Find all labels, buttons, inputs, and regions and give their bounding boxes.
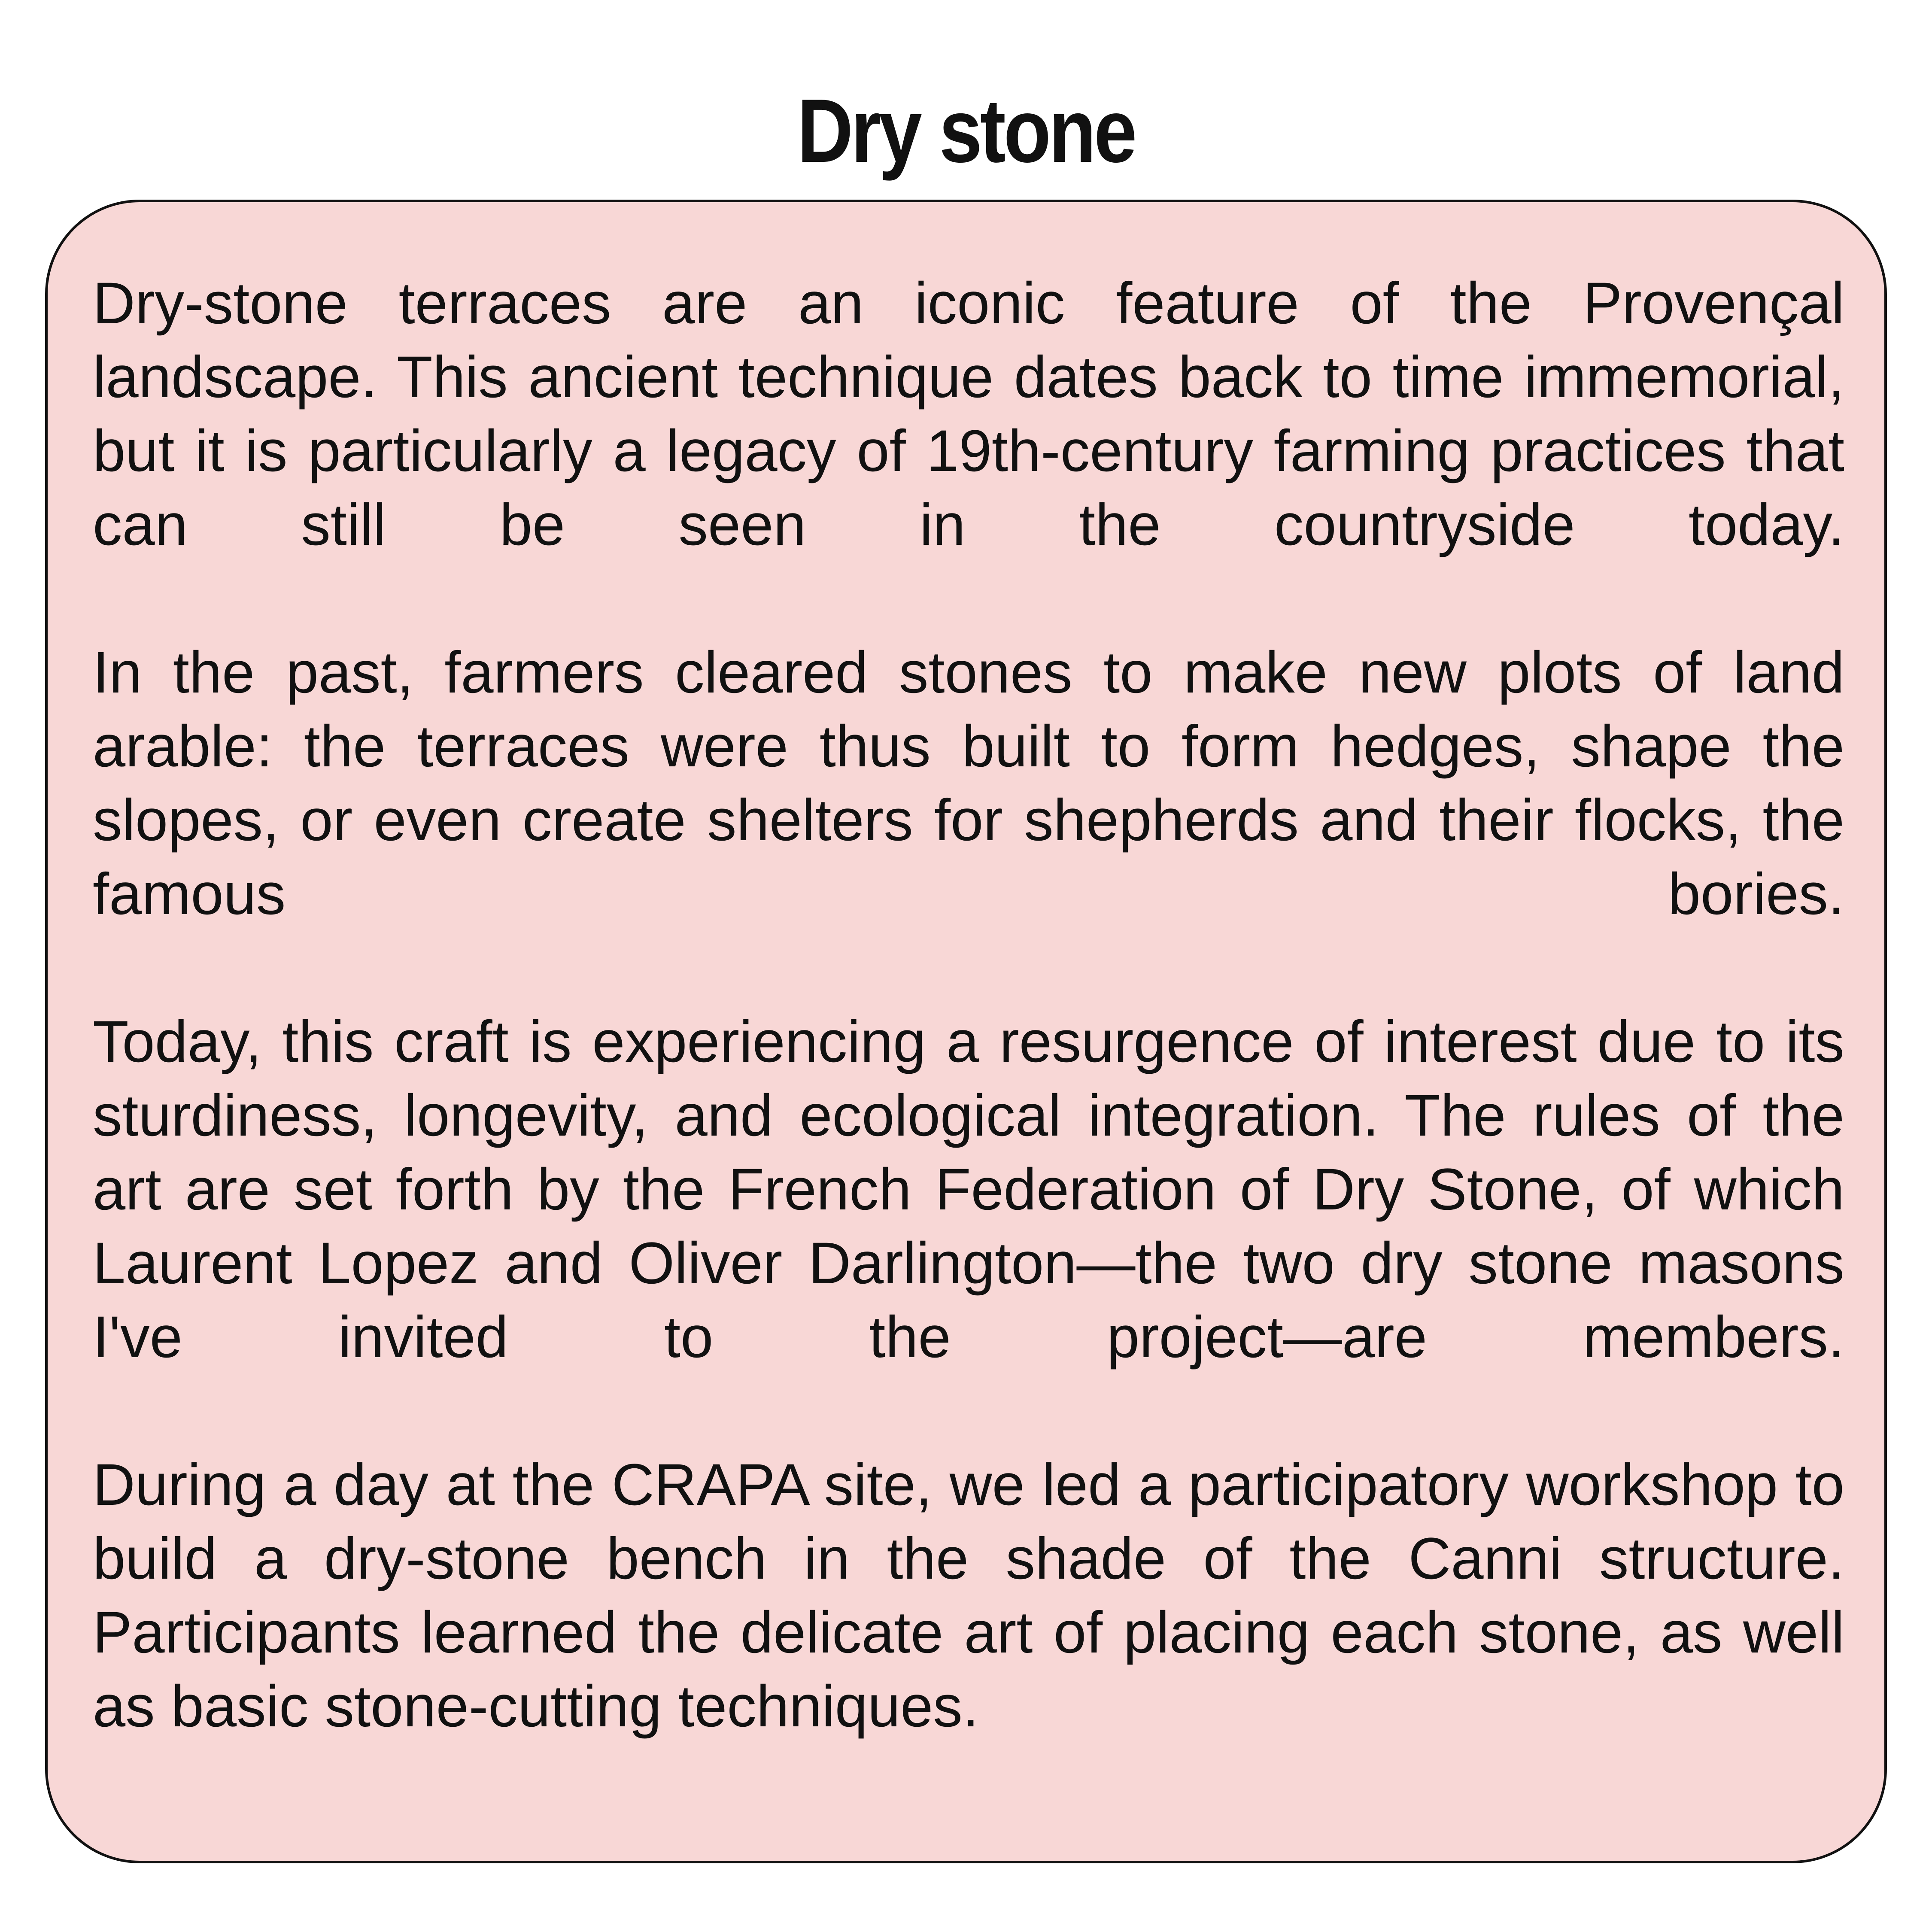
- paragraph-provencal-terraces: Dry-stone terraces are an iconic feature of the Provençal landscape. This ancient technique dates back to time immemorial, but it is particularly a legacy of 19th-century farming practices that can still be seen in the countryside today.: [93, 270, 1844, 558]
- paragraph-craft-resurgence: Today, this craft is experiencing a resurgence of interest due to its sturdiness, longevity, and ecological integration. The rules of the art are set forth by the French Federation of Dry Stone, of which Laurent Lopez and Oliver Darlington—the two dry stone masons I've invited to the project—are members.: [93, 1009, 1844, 1370]
- text-card: [45, 200, 1887, 1863]
- card-body: [93, 267, 1844, 1817]
- paragraph-crapa-workshop: During a day at the CRAPA site, we led a participatory workshop to build a dry-stone bench in the shade of the Canni structure. Participants learned the delicate art of placing each stone, as well as basic stone-cutting techniques.: [93, 1452, 1844, 1739]
- paragraph-farmers-history: In the past, farmers cleared stones to make new plots of land arable: the terraces were thus built to form hedges, shape the slopes, or even create shelters for shepherds and their flocks, the famous bories.: [93, 640, 1844, 927]
- page-title: Dry stone: [797, 80, 1135, 181]
